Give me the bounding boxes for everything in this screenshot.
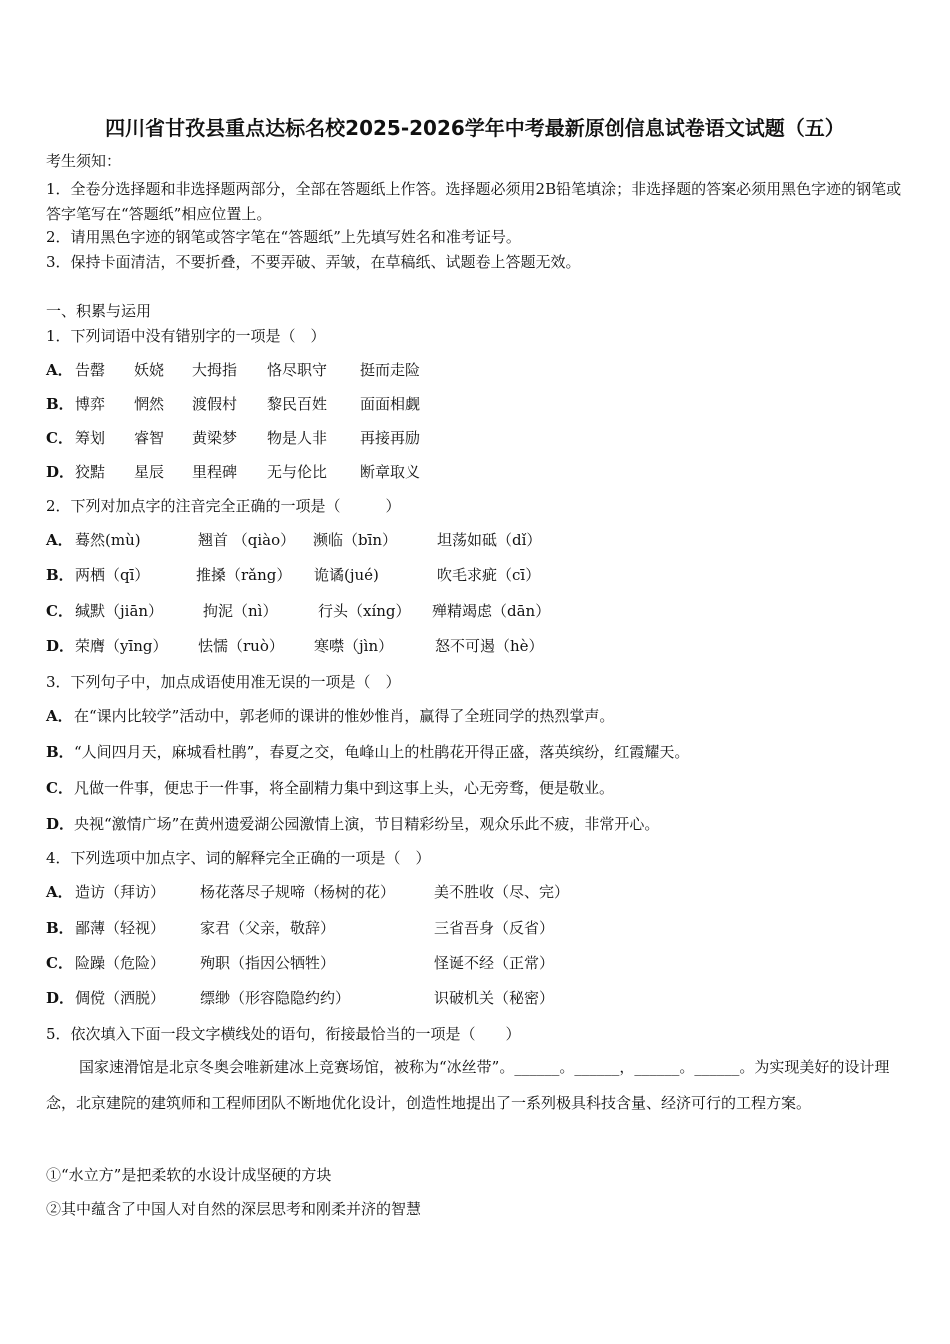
option-label: C． bbox=[46, 954, 73, 972]
q4-d-item-3: 识破机关（秘密） bbox=[434, 989, 555, 1007]
option-text: “人间四月天，麻城看杜鹃”，春夏之交，龟峰山上的杜鹃花开得正盛，落英缤纷，红霞耀天。 bbox=[74, 743, 690, 761]
q1-a-word-5: 挺而走险 bbox=[360, 361, 421, 379]
q1-option-a[interactable] bbox=[46, 361, 74, 379]
q3-option-d[interactable] bbox=[46, 815, 659, 833]
option-label: D． bbox=[46, 815, 75, 833]
option-label: C． bbox=[46, 779, 73, 797]
q5-sentence-2: ②其中蕴含了中国人对自然的深层思考和刚柔并济的智慧 bbox=[46, 1200, 422, 1218]
q1-d-word-3: 里程碑 bbox=[192, 463, 238, 481]
q4-a-item-1: 造访（拜访） bbox=[75, 883, 166, 901]
q2-b-item-3: 诡谲(jué) bbox=[314, 566, 379, 584]
q2-b-item-4: 吹毛求疵（cī） bbox=[437, 566, 541, 584]
q1-c-word-3: 黄梁梦 bbox=[192, 429, 238, 447]
q4-a-item-3: 美不胜收（尽、完） bbox=[434, 883, 570, 901]
q1-b-word-2: 惘然 bbox=[134, 395, 165, 413]
q2-c-item-1: 缄默（jiān） bbox=[75, 602, 164, 620]
option-label: B． bbox=[46, 743, 74, 761]
q4-d-item-1: 倜傥（洒脱） bbox=[75, 989, 166, 1007]
option-label: B． bbox=[46, 395, 74, 413]
q4-option-d[interactable] bbox=[46, 989, 74, 1007]
option-text: 凡做一件事，便忠于一件事，将全副精力集中到这事上头，心无旁骛，便是敬业。 bbox=[74, 779, 615, 797]
question-2-stem: 2．下列对加点字的注音完全正确的一项是（ ） bbox=[46, 497, 401, 515]
q2-a-item-1: 蓦然(mù) bbox=[75, 531, 141, 549]
q2-d-item-2: 怯懦（ruò） bbox=[198, 637, 284, 655]
q1-c-word-1: 筹划 bbox=[75, 429, 106, 447]
q2-option-b[interactable] bbox=[46, 566, 74, 584]
q2-option-a[interactable] bbox=[46, 531, 74, 549]
notice-item-2: 2．请用黑色字迹的钢笔或答字笔在“答题纸”上先填写姓名和准考证号。 bbox=[46, 228, 521, 246]
option-label: A． bbox=[46, 531, 73, 549]
q5-sentence-1: ①“水立方”是把柔软的水设计成坚硬的方块 bbox=[46, 1166, 332, 1184]
section-heading: 一、积累与运用 bbox=[46, 302, 152, 320]
option-label: C． bbox=[46, 602, 73, 620]
option-label: C． bbox=[46, 429, 73, 447]
q2-d-item-4: 怒不可遏（hè） bbox=[435, 637, 544, 655]
q2-option-c[interactable] bbox=[46, 602, 74, 620]
question-5-stem: 5．依次填入下面一段文字横线处的语句，衔接最恰当的一项是（ ） bbox=[46, 1025, 521, 1043]
notice-item-1: 1．全卷分选择题和非选择题两部分，全部在答题纸上作答。选择题必须用2B铅笔填涂；非选择题的答案必须用黑色字迹的钢笔或答字笔写在“答题纸”相应位置上。 bbox=[46, 180, 902, 223]
q1-option-b[interactable] bbox=[46, 395, 74, 413]
q2-c-item-3: 行头（xíng） bbox=[318, 602, 411, 620]
q1-b-word-4: 黎民百姓 bbox=[267, 395, 328, 413]
notice-heading: 考生须知： bbox=[46, 152, 122, 170]
q4-d-item-2: 缥缈（形容隐隐约约） bbox=[200, 989, 351, 1007]
option-label: A． bbox=[46, 361, 73, 379]
q2-a-item-2: 翘首 （qiào） bbox=[198, 531, 296, 549]
q4-option-b[interactable] bbox=[46, 919, 74, 937]
q1-c-word-4: 物是人非 bbox=[267, 429, 328, 447]
q1-c-word-2: 睿智 bbox=[134, 429, 165, 447]
q4-b-item-3: 三省吾身（反省） bbox=[434, 919, 555, 937]
q1-b-word-3: 渡假村 bbox=[192, 395, 238, 413]
q3-option-b[interactable] bbox=[46, 743, 689, 761]
q1-a-word-3: 大拇指 bbox=[192, 361, 238, 379]
page-title: 四川省甘孜县重点达标名校2025-2026学年中考最新原创信息试卷语文试题（五） bbox=[105, 116, 845, 140]
q4-c-item-1: 险躁（危险） bbox=[75, 954, 166, 972]
option-text: 央视“激情广场”在黄州遗爱湖公园激情上演，节目精彩纷呈，观众乐此不疲，非常开心。 bbox=[74, 815, 660, 833]
question-3-stem: 3．下列句子中，加点成语使用准无误的一项是（ ） bbox=[46, 673, 401, 691]
q3-option-a[interactable] bbox=[46, 707, 614, 725]
q1-c-word-5: 再接再励 bbox=[360, 429, 421, 447]
option-text: 在“课内比较学”活动中，郭老师的课讲的惟妙惟肖，赢得了全班同学的热烈掌声。 bbox=[74, 707, 615, 725]
q1-d-word-2: 星辰 bbox=[134, 463, 165, 481]
q2-c-item-2: 拘泥（nì） bbox=[203, 602, 278, 620]
q4-c-item-3: 怪诞不经（正常） bbox=[434, 954, 555, 972]
option-label: A． bbox=[46, 707, 73, 725]
option-label: D． bbox=[46, 637, 75, 655]
q1-d-word-1: 狡黠 bbox=[75, 463, 106, 481]
option-label: B． bbox=[46, 919, 74, 937]
q2-a-item-3: 濒临（bīn） bbox=[313, 531, 398, 549]
question-4-stem: 4．下列选项中加点字、词的解释完全正确的一项是（ ） bbox=[46, 849, 431, 867]
q4-c-item-2: 殉职（指因公牺牲） bbox=[200, 954, 336, 972]
q4-option-a[interactable] bbox=[46, 883, 74, 901]
q1-d-word-4: 无与伦比 bbox=[267, 463, 328, 481]
option-label: B． bbox=[46, 566, 74, 584]
q5-passage: 国家速滑馆是北京冬奥会唯新建冰上竞赛场馆，被称为“冰丝带”。______。______，______。______。为实现美好的设计理念，北京建院的建筑师和工程师团队不断地优化设计，创造性地提出了一系列极具科技含量、经济可行的工程方案。 bbox=[46, 1058, 890, 1112]
option-label: D． bbox=[46, 463, 75, 481]
q2-d-item-1: 荣膺（yīng） bbox=[75, 637, 168, 655]
q1-a-word-4: 恪尽职守 bbox=[267, 361, 328, 379]
q4-a-item-2: 杨花落尽子规啼（杨树的花） bbox=[200, 883, 396, 901]
q1-a-word-2: 妖娆 bbox=[134, 361, 165, 379]
q1-option-c[interactable] bbox=[46, 429, 74, 447]
option-label: D． bbox=[46, 989, 75, 1007]
q2-d-item-3: 寒噤（jìn） bbox=[314, 637, 394, 655]
q1-d-word-5: 断章取义 bbox=[360, 463, 421, 481]
q1-a-word-1: 告罄 bbox=[75, 361, 106, 379]
q2-a-item-4: 坦荡如砥（dǐ） bbox=[437, 531, 542, 549]
option-label: A． bbox=[46, 883, 73, 901]
q1-option-d[interactable] bbox=[46, 463, 74, 481]
q4-option-c[interactable] bbox=[46, 954, 74, 972]
q4-b-item-2: 家君（父亲，敬辞） bbox=[200, 919, 336, 937]
q2-c-item-4: 殚精竭虑（dān） bbox=[432, 602, 551, 620]
q3-option-c[interactable] bbox=[46, 779, 614, 797]
q2-option-d[interactable] bbox=[46, 637, 74, 655]
q4-b-item-1: 鄙薄（轻视） bbox=[75, 919, 166, 937]
question-1-stem: 1．下列词语中没有错别字的一项是（ ） bbox=[46, 327, 326, 345]
q1-b-word-1: 博弈 bbox=[75, 395, 106, 413]
notice-item-3: 3．保持卡面清洁，不要折叠，不要弄破、弄皱，在草稿纸、试题卷上答题无效。 bbox=[46, 253, 581, 271]
q1-b-word-5: 面面相觑 bbox=[360, 395, 421, 413]
q2-b-item-2: 推搡（rǎng） bbox=[196, 566, 292, 584]
q2-b-item-1: 两栖（qī） bbox=[75, 566, 150, 584]
